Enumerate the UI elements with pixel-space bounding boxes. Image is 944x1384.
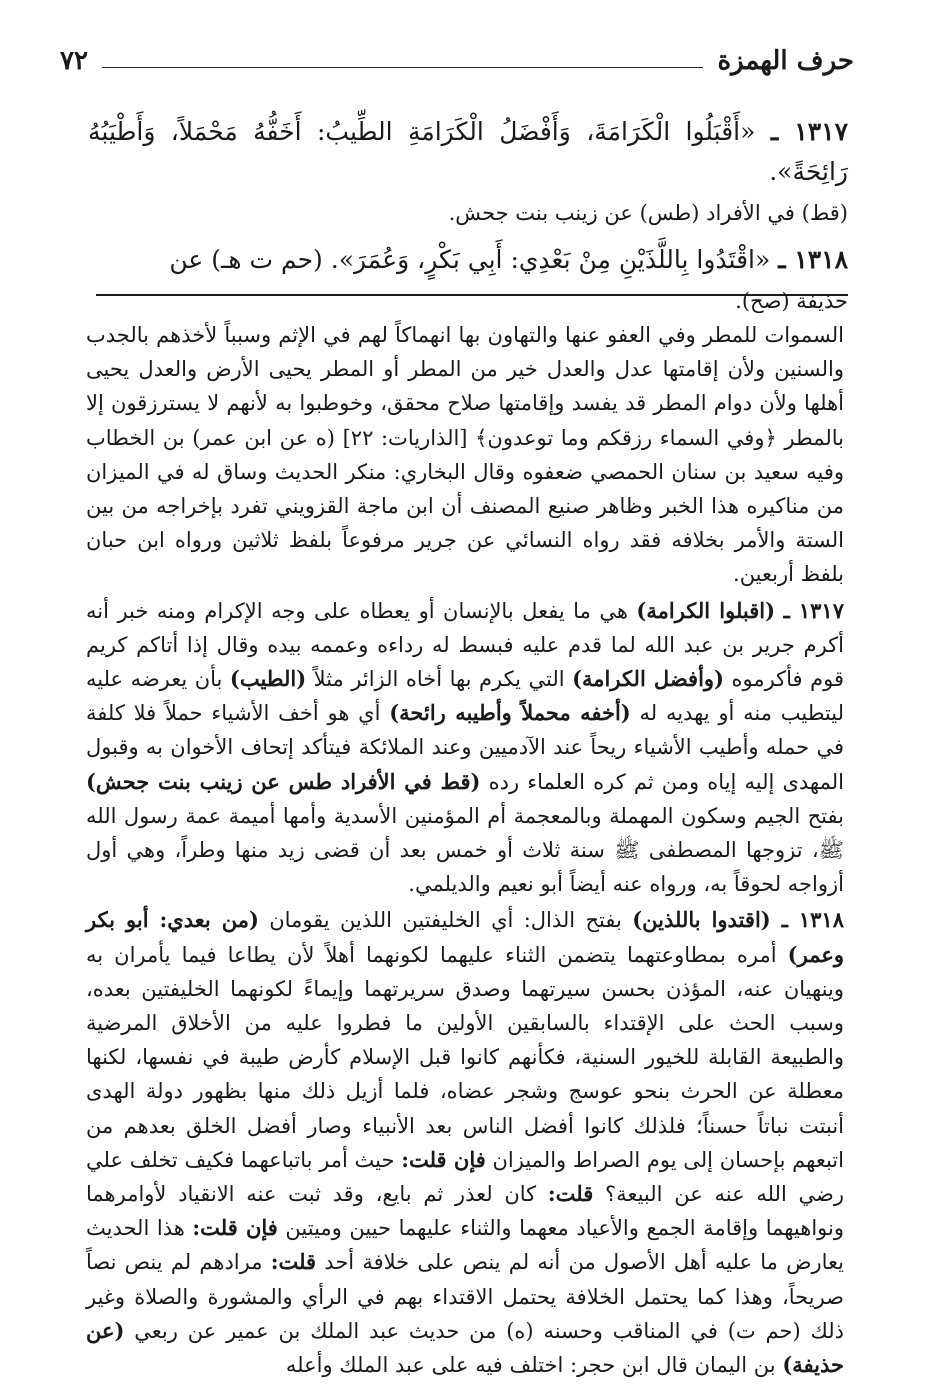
commentary-text: بفتح الجيم وسكون المهملة وبالمعجمة أم المؤمنين الأسدية وأمها أميمة عمة رسول الله ﷺ، تزوجها المصطفى ﷺ سنة ثلاث أو خمس بعد أن قضى زيد منها وطراً، وهي أول أزواجه لحوقاً به، ورواه عنه أيضاً أبو نعيم والديلمي. bbox=[86, 803, 844, 897]
commentary-bold: (قط في الأفراد طس عن زينب بنت جحش) bbox=[86, 768, 481, 794]
header-rule bbox=[102, 67, 704, 68]
commentary-bold: (عن حذيفة) bbox=[86, 1317, 844, 1378]
running-title: حرف الهمزة bbox=[717, 46, 854, 76]
commentary-bold: (اقبلوا الكرامة) bbox=[636, 597, 776, 623]
commentary-bold: (من بعدي: أبو بكر وعمر) bbox=[86, 907, 844, 967]
commentary-text: هي ما يفعل بالإنسان أو يعطاه على وجه الإكرام ومنه خبر أنه أكرم جرير بن عبد الله لما قدم عليه فبسط له رداءه وعممه بيده وقال إذا أتاكم كريم قوم فأكرموه bbox=[86, 598, 844, 692]
commentary-bold: (الطيب) bbox=[229, 666, 307, 692]
commentary-text: كان لعذر ثم بايع، وقد ثبت عنه الانقياد لأوامرهما ونواهيهما وإقامة الجمع والأعياد معهما والثناء عليهما حيين وميتين bbox=[86, 1182, 844, 1241]
commentary-number: ١٣١٧ ـ bbox=[783, 597, 844, 623]
commentary-text: بأن يعرضه عليه ليتطيب منه أو يهديه له bbox=[86, 667, 844, 726]
commentary-text: مرادهم لم ينص نصاً صريحاً، وهذا كما يحتمل الخلافة يحتمل الاقتداء بهم في الرأي والمشورة والصلاة وغير ذلك (حم ت) في المناقب وحسنه (ه) من حديث عبد الملك بن عمير عن ربعي bbox=[86, 1250, 844, 1343]
commentary-bold: (أخفه محملاً وأطيبه رائحة) bbox=[389, 700, 631, 726]
commentary-text: حيث أمر باتباعهما فكيف تخلف علي رضي الله عنه عن البيعة؟ bbox=[86, 1147, 844, 1207]
hadith-source: حذيفة (صح). bbox=[735, 289, 848, 313]
commentary-paragraph bbox=[86, 903, 844, 1382]
commentary-bold: فإن قلت: bbox=[401, 1146, 486, 1172]
commentary-text: هذا الحديث يعارض ما عليه أهل الأصول من أنه لم ينص على خلافة أحد bbox=[86, 1216, 845, 1275]
hadith-number: ١٣١٧ ـ bbox=[770, 117, 848, 146]
commentary-paragraph: السموات للمطر وفي العفو عنها والتهاون بها انهماكاً لهم في الإثم وسبباً لأخذهم بالجدب والسنين ولأن إقامتها عدل والعدل خير من المطر أو المطر يحيى الأرض والعدل يحيى أهلها ولأن دوام المطر قد يفسد وإقامتها صلاح محقق، وخوطبوا به لأنهم لا يسترزقون إلا بالمطر ﴿وفي السماء رزقكم وما توعدون﴾ [الذاريات: ٢٢] (ه عن ابن عمر) بن الخطاب وفيه سعيد بن سنان الحمصي ضعفوه وقال البخاري: منكر الحديث وساق له في الميزان من مناكيره هذا الخبر وظاهر صنيع المصنف أن ابن ماجة القزويني تفرد بإخراجه من بين الستة والأمر بخلافه فقد رواه النسائي عن جرير مرفوعاً بلفظ ثلاثين ورواه ابن حبان بلفظ أربعين. bbox=[86, 323, 845, 587]
hadith-number: ١٣١٨ ـ bbox=[778, 245, 848, 274]
commentary-text: أي هو أخف الأشياء حملاً فلا كلفة في حمله وأطيب الأشياء ريحاً عند الآدميين وعند الملائكة فيتأكد إتحاف الأخوان به وقبول المهدى إليه إياه ومن ثم كره العلماء رده bbox=[86, 701, 844, 794]
commentary-bold: فإن قلت: bbox=[192, 1215, 278, 1241]
commentary-paragraph bbox=[86, 594, 844, 902]
commentary-text: بن اليمان قال ابن حجر: اختلف فيه على عبد الملك وأعله bbox=[285, 1353, 783, 1378]
hadith-1318 bbox=[88, 240, 848, 280]
page-number: ٧٢ bbox=[60, 46, 88, 76]
commentary-bold: قلت: bbox=[270, 1249, 317, 1275]
hadith-source: (قط) في الأفراد (طس) عن زينب بنت جحش. bbox=[448, 201, 848, 225]
hadith-1317 bbox=[88, 112, 848, 192]
commentary bbox=[86, 318, 844, 1384]
page-header bbox=[60, 38, 854, 78]
hadith-text: «اقْتَدُوا بِاللَّذَيْنِ مِنْ بَعْدِي: أَبِي بَكْرٍ، وَعُمَرَ». (حم ت هـ) عن bbox=[169, 245, 771, 274]
commentary-bold: ١٣١٨ ـ (اقتدوا باللذين) bbox=[632, 907, 844, 933]
commentary-text: أمره بمطاوعتهما يتضمن الثناء عليهما لكونهما أهلاً لأن يطاعا فيما يأمران به وينهيان عنه، المؤذن بحسن سيرتهما وصدق سريرتهما وإيماءً لكونهما الخليفتين بعده، وسبب الحث على الإقتداء بالسابقين الأولين ما فطروا عليه من الأخلاق المرضية والطبيعة القابلة للخيور السنية، فكأنهم كانوا قبل الإسلام كأرض طيبة في نفسها، لكنها معطلة عن الحرث بنحو عوسج وشجر عضاه، فلما أزيل ذلك منها بظهور دولة الهدى أنبتت نباتاً حسناً؛ فلذلك كانوا أفضل الناس بعد الأنبياء وصار أفضل الخلق بعدهم من اتبعهم بإحسان إلى يوم الصراط والميزان bbox=[86, 942, 844, 1172]
commentary-bold: (وأفضل الكرامة) bbox=[572, 666, 724, 692]
section-divider bbox=[96, 294, 848, 296]
hadith-text: «أَقْبَلُوا الْكَرَامَةَ، وَأَفْضَلُ الْكَرَامَةِ الطِّيبُ: أَخَفُّهُ مَحْمَلاً، وَأَطْيَبُهُ رَائِحَةً». bbox=[88, 117, 848, 186]
commentary-bold: قلت: bbox=[547, 1181, 594, 1207]
commentary-text: بفتح الذال: أي الخليفتين اللذين يقومان bbox=[258, 908, 633, 933]
commentary-text: التي يكرم بها أخاه الزائر مثلاً bbox=[306, 667, 573, 692]
